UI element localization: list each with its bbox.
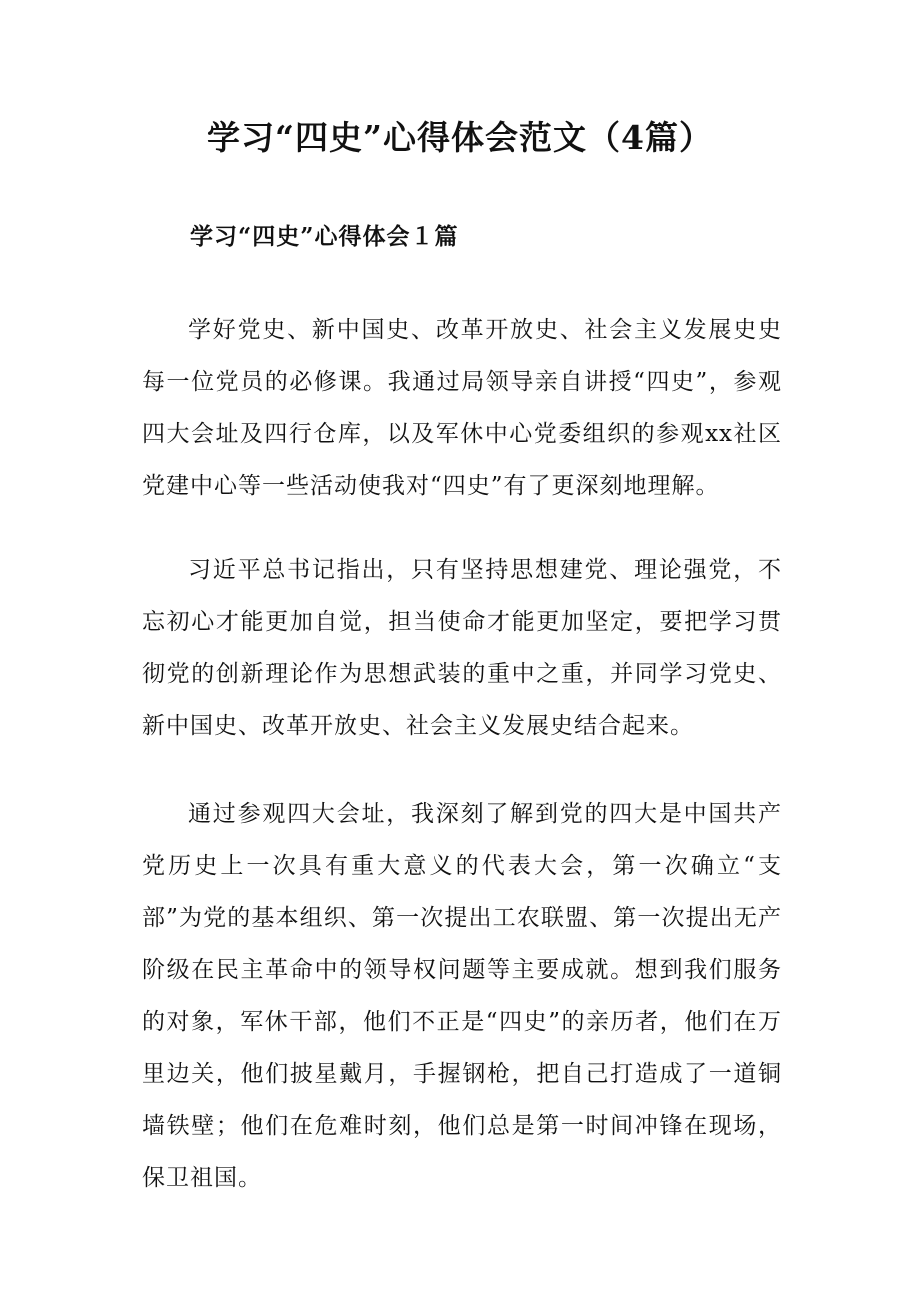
- section-heading: 学习“四史”心得体会１篇: [190, 223, 459, 250]
- document-title: 学习“四史”心得体会范文（4篇）: [207, 118, 713, 157]
- paragraph-3: 通过参观四大会址，我深刻了解到党的四大是中国共产党历史上一次具有重大意义的代表大会，第一次确立“支部”为党的基本组织、第一次提出工农联盟、第一次提出无产阶级在民主革命中的领导权问题等主要成就。想到我们服务的对象，军休干部，他们不正是“四史”的亲历者，他们在万里边关，他们披星戴月，手握钢枪，把自己打造成了一道铜墙铁壁；他们在危难时刻，他们总是第一时间冲锋在现场，保卫祖国。: [142, 801, 782, 1191]
- paragraph-1: 学好党史、新中国史、改革开放史、社会主义发展史史每一位党员的必修课。我通过局领导亲自讲授“四史”，参观四大会址及四行仓库，以及军休中心党委组织的参观xx社区党建中心等一些活动使我对“四史”有了更深刻地理解。: [142, 317, 782, 499]
- paragraph-2: 习近平总书记指出，只有坚持思想建党、理论强党，不忘初心才能更加自觉，担当使命才能更加坚定，要把学习贯彻党的创新理论作为思想武装的重中之重，并同学习党史、新中国史、改革开放史、社会主义发展史结合起来。: [142, 557, 782, 739]
